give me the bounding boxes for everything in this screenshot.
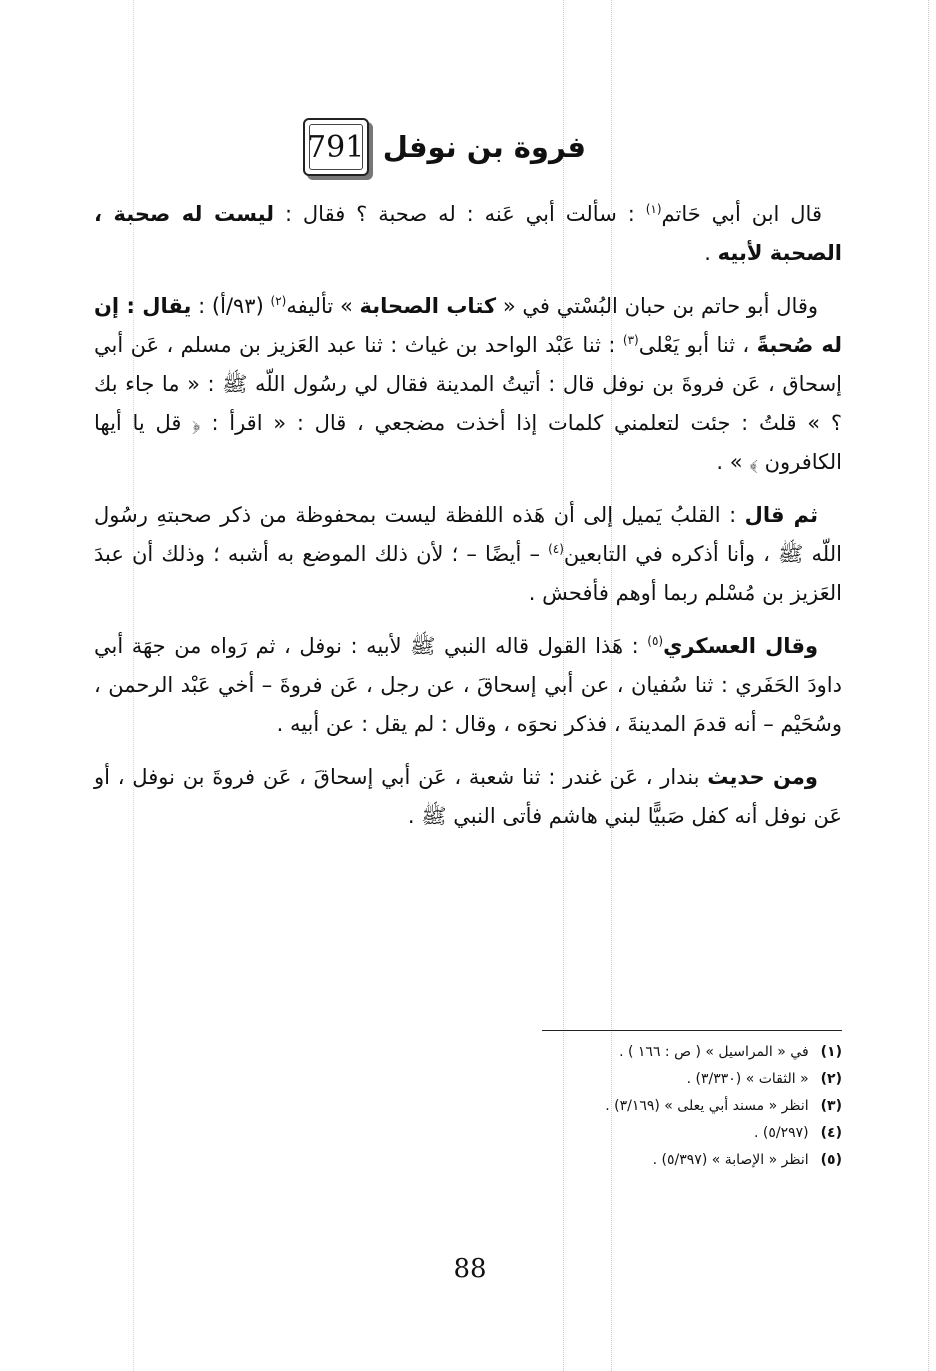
- paragraph-4: وقال العسكري$^{(٥)}$ : هَذا القول قاله النبي ﷺ لأبيه : نوفل ، ثم رَواه من جهَة أبي داودَ الحَفَري : ثنا سُفيان ، عن أبي إسحاقَ ، عن رجل ، عَن فروةَ – أخي عَبْد الرحمن ، وسُحَيْم – أنه قدمَ المدينةَ ، فذكر نحوَه ، وقال : لم يقل : عن أبيه .: [94, 634, 842, 736]
- entry-header: [0, 118, 936, 188]
- footnote-4: (٤)(٥/٢٩٧) .: [754, 1125, 842, 1141]
- footnote-1: (١)في « المراسيل » ( ص : ١٦٦ ) .: [619, 1044, 842, 1060]
- page-number: 88: [453, 1254, 487, 1284]
- paragraph-2: وقال أبو حاتم بن حبان البُسْتي في « كتاب الصحابة » تأليفه$^{(٢)}$ (٩٣/أ) : يقال : إن له صُحبةً ، ثنا أبو يَعْلى$^{(٣)}$ : ثنا عَبْد الواحد بن غياث : ثنا عبد العَزيز بن مسلم ، عَن أبي إسحاق ، عَن فروةَ بن نوفل قال : أتيتُ المدينة فقال لي رسُول اللّه ﷺ : « ما جاء بك ؟ » قلتُ : جئت لتعلمني كلمات إذا أخذت مضجعي ، قال : « اقرأ : ﴿ قل يا أيها الكافرون ﴾ » .: [94, 294, 842, 474]
- footnote-3: (٣)انظر « مسند أبي يعلى » (٣/١٦٩) .: [605, 1098, 842, 1114]
- paragraph-5: ومن حديث بندار ، عَن غندر : ثنا شعبة ، عَن أبي إسحاقَ ، عَن فروةَ بن نوفل ، أو عَن نوفل أنه كفل صَبيًّا لبني هاشم فأتى النبي ﷺ .: [94, 765, 842, 828]
- footnote-2: (٢)« الثقات » (٣/٣٣٠) .: [686, 1071, 842, 1087]
- entry-number: 791: [307, 129, 365, 165]
- entry-title: فروة بن نوفل: [382, 130, 586, 164]
- entry-number-box: [303, 118, 369, 176]
- scan-guide-line: [928, 0, 929, 1371]
- footnote-separator: [542, 1030, 842, 1031]
- paragraph-1: قال ابن أبي حَاتم$^{(١)}$ : سألت أبي عَنه : له صحبة ؟ فقال : ليست له صحبة ، الصحبة لأبيه .: [94, 202, 842, 265]
- footnote-5: (٥)انظر « الإصابة » (٥/٣٩٧) .: [652, 1152, 842, 1168]
- footnotes: [242, 1040, 842, 1175]
- paragraph-3: ثم قال : القلبُ يَميل إلى أن هَذه اللفظة ليست بمحفوظة من ذكر صحبتهِ رسُول اللّه ﷺ ، وأنا أذكره في التابعين$^{(٤)}$ – أيضًا – ؛ لأن ذلك الموضع به أشبه ؛ وذلك أن عبدَ العَزيز بن مُسْلم ربما أوهم فأفحش .: [94, 503, 842, 605]
- main-text: [94, 195, 842, 850]
